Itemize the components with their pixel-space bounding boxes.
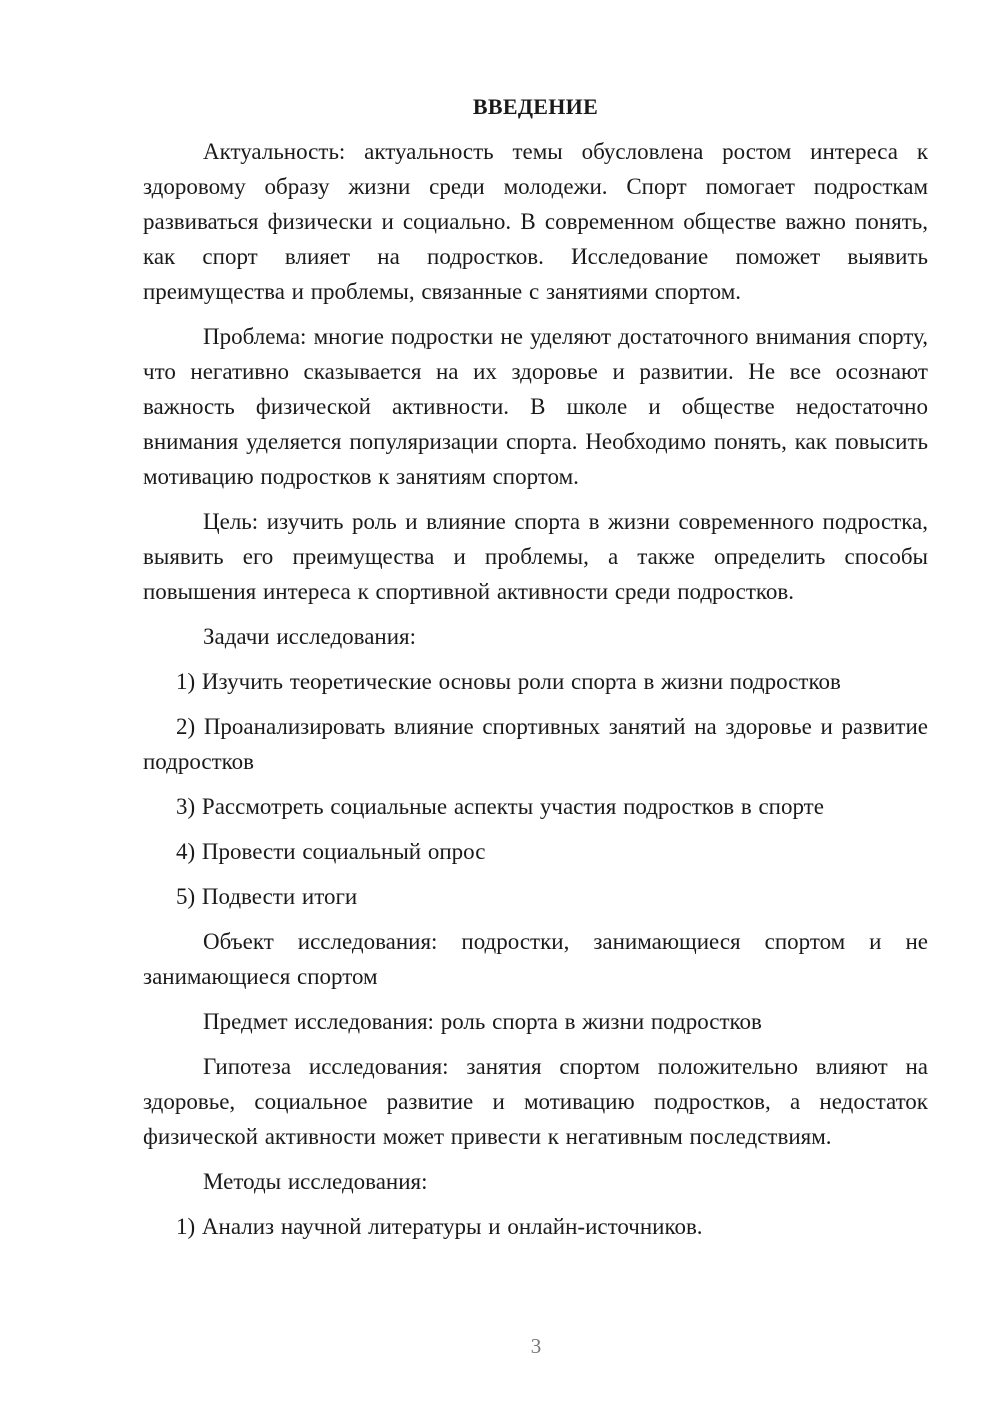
page-content <box>143 92 928 1254</box>
paragraph-subject: Предмет исследования: роль спорта в жизни подростков <box>203 1009 762 1034</box>
method-item-1: 1) Анализ научной литературы и онлайн-источников. <box>176 1214 703 1239</box>
paragraph-relevance: Актуальность: актуальность темы обусловлена ростом интереса к здоровому образу жизни среди молодежи. Спорт помогает подросткам развиваться физически и социально. В современном обществе важно понять, как спорт влияет на подростков. Исследование поможет выявить преимущества и проблемы, связанные с занятиями спортом. <box>143 139 928 304</box>
paragraph-problem: Проблема: многие подростки не уделяют достаточного внимания спорту, что негативно сказывается на их здоровье и развитии. Не все осознают важность физической активности. В школе и обществе недостаточно внимания уделяется популяризации спорта. Необходимо понять, как повысить мотивацию подростков к занятиям спортом. <box>143 324 928 489</box>
page-number: 3 <box>530 1334 542 1358</box>
task-item-4: 4) Провести социальный опрос <box>176 839 486 864</box>
paragraph-object: Объект исследования: подростки, занимающиеся спортом и не занимающиеся спортом <box>143 929 928 989</box>
task-item-1: 1) Изучить теоретические основы роли спорта в жизни подростков <box>176 669 841 694</box>
task-item-5: 5) Подвести итоги <box>176 884 358 909</box>
methods-heading: Методы исследования: <box>203 1169 428 1194</box>
paragraph-hypothesis: Гипотеза исследования: занятия спортом положительно влияют на здоровье, социальное развитие и мотивацию подростков, а недостаток физической активности может привести к негативным последствиям. <box>143 1054 928 1149</box>
paragraph-goal: Цель: изучить роль и влияние спорта в жизни современного подростка, выявить его преимущества и проблемы, а также определить способы повышения интереса к спортивной активности среди подростков. <box>143 509 928 604</box>
section-heading: ВВЕДЕНИЕ <box>472 94 599 119</box>
tasks-heading: Задачи исследования: <box>203 624 417 649</box>
task-item-2: 2) Проанализировать влияние спортивных занятий на здоровье и развитие подростков <box>143 714 928 774</box>
task-item-3: 3) Рассмотреть социальные аспекты участия подростков в спорте <box>176 794 824 819</box>
